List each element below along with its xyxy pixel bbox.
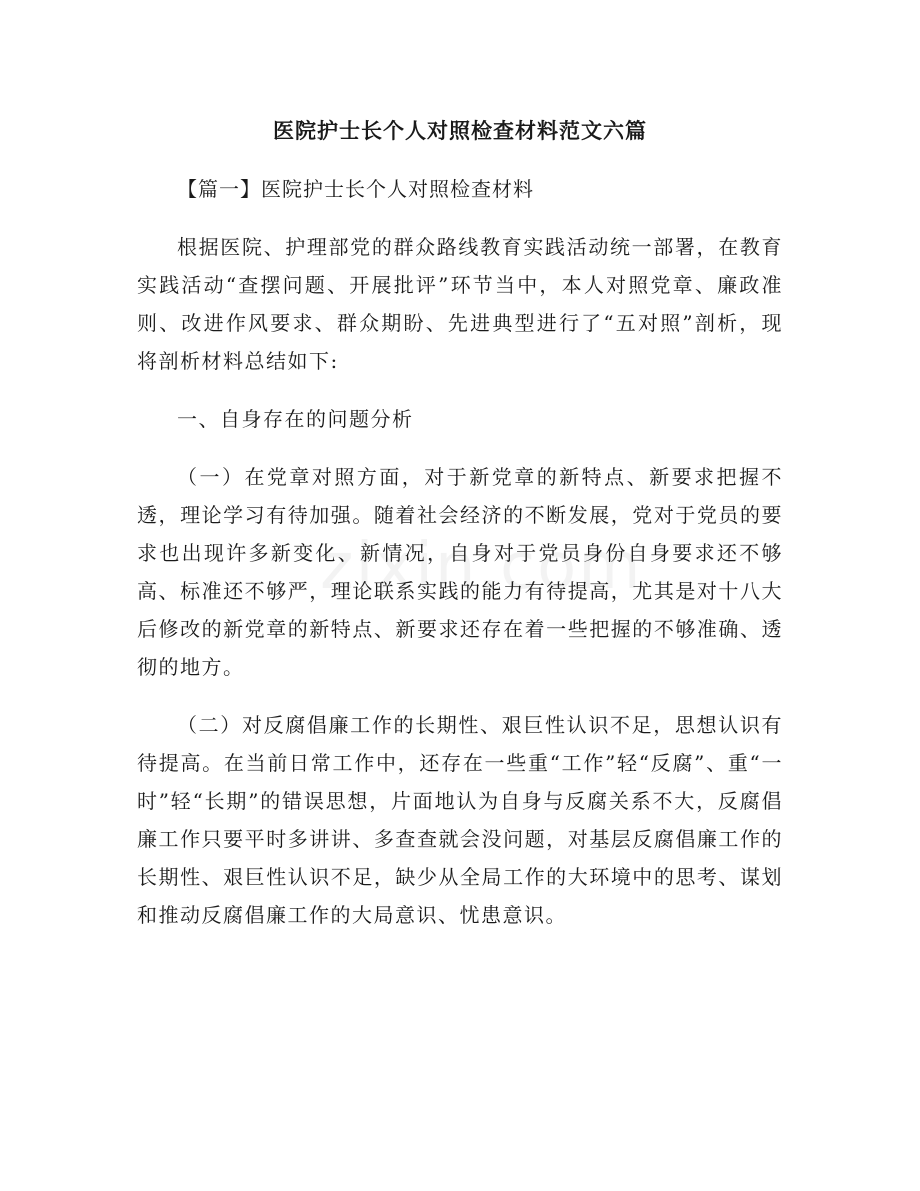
paragraph-item-2: （二）对反腐倡廉工作的长期性、艰巨性认识不足，思想认识有待提高。在当前日常工作中，还存在一些重“工作”轻“反腐”、重“一时”轻“长期”的错误思想，片面地认为自身与反腐关系不大，反腐倡廉工作只要平时多讲讲、多查查就会没问题，对基层反腐倡廉工作的长期性、艰巨性认识不足，缺少从全局工作的大环境中的思考、谋划和推动反腐倡廉工作的大局意识、忧患意识。 — [137, 713, 783, 927]
paragraph-item-1: （一）在党章对照方面，对于新党章的新特点、新要求把握不透，理论学习有待加强。随着社会经济的不断发展，党对于党员的要求也出现许多新变化、新情况，自身对于党员身份自身要求还不够高、标准还不够严，理论联系实践的能力有待提高，尤其是对十八大后修改的新党章的新特点、新要求还存在着一些把握的不够准确、透彻的地方。 — [137, 465, 783, 679]
paragraph-intro: 根据医院、护理部党的群众路线教育实践活动统一部署，在教育实践活动“查摆问题、开展批评”环节当中，本人对照党章、廉政准则、改进作风要求、群众期盼、先进典型进行了“五对照”剖析，现将剖析材料总结如下: — [137, 235, 783, 373]
paragraph-subheading: 一、自身存在的问题分析 — [177, 407, 414, 431]
section-heading: 【篇一】医院护士长个人对照检查材料 — [177, 177, 534, 201]
document-title: 医院护士长个人对照检查材料范文六篇 — [273, 119, 647, 143]
document-body — [137, 112, 783, 954]
